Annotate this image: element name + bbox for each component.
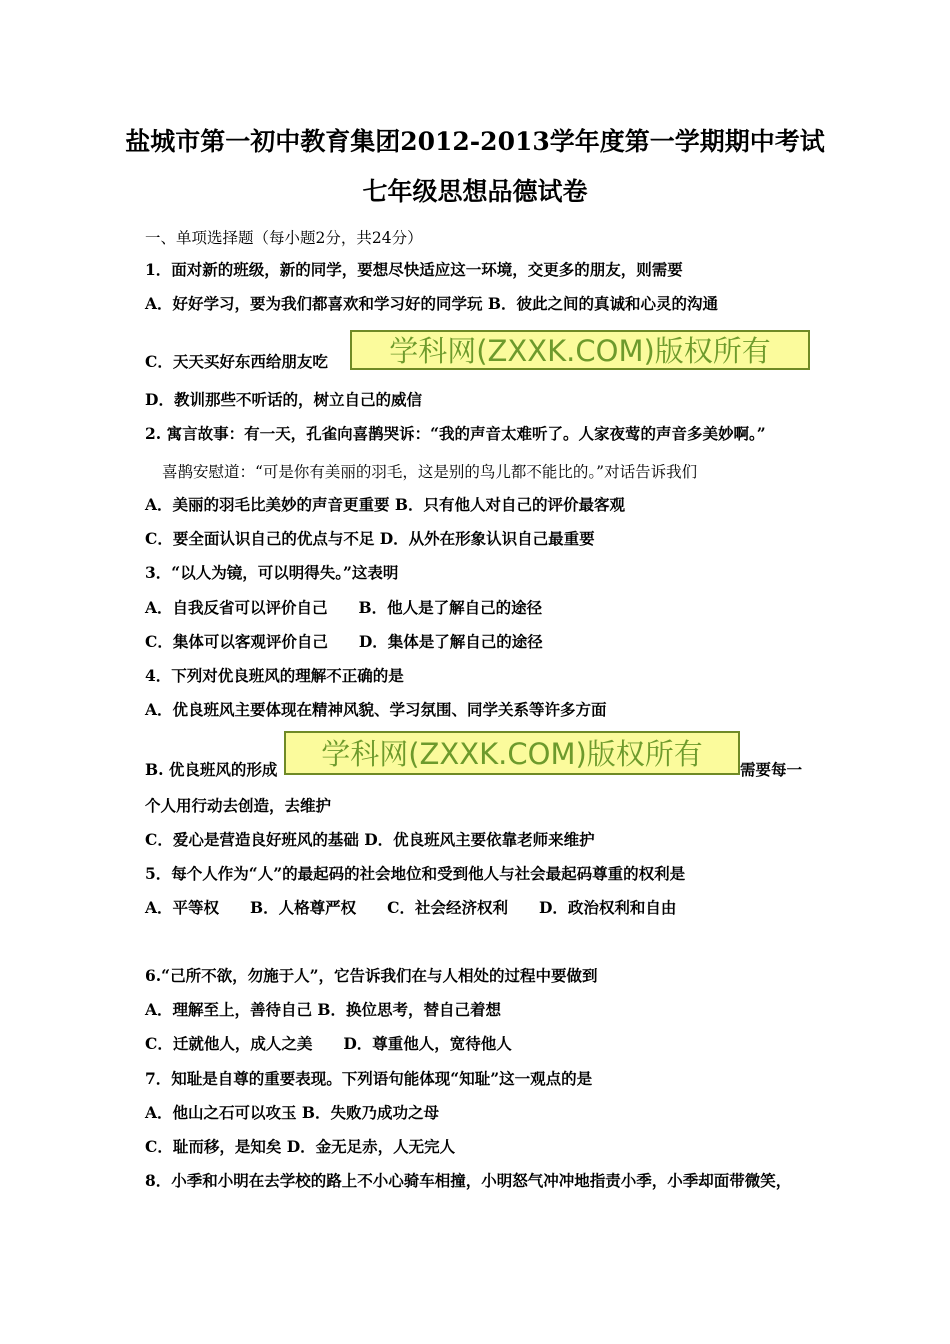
question-1-option-c: C．天天买好东西给朋友吃 [145,352,328,371]
question-2-options-ab: A．美丽的羽毛比美妙的声音更重要 B．只有他人对自己的评价最客观 [145,495,626,514]
question-4-option-b: B. 优良班风的形成 [145,760,278,779]
question-6-options-ab: A．理解至上，善待自己 B．换位思考，替自己着想 [145,1000,502,1019]
question-6-stem: 6.“己所不欲，勿施于人”，它告诉我们在与人相处的过程中要做到 [145,966,598,985]
question-1-options-ab: A．好好学习，要为我们都喜欢和学习好的同学玩 B．彼此之间的真诚和心灵的沟通 [145,294,719,313]
watermark-banner: 学科网(ZXXK.COM)版权所有 [284,731,740,775]
question-1-stem: 1．面对新的班级，新的同学，要想尽快适应这一环境，交更多的朋友，则需要 [145,260,683,279]
section-heading: 一、单项选择题（每小题2分，共24分） [145,229,423,247]
watermark-banner: 学科网(ZXXK.COM)版权所有 [350,330,810,370]
question-2-stem: 2. 寓言故事：有一天，孔雀向喜鹊哭诉：“我的声音太难听了。人家夜莺的声音多美妙啊。” [145,424,766,443]
question-2-options-cd: C．要全面认识自己的优点与不足 D．从外在形象认识自己最重要 [145,529,595,548]
question-1-option-d: D．教训那些不听话的，树立自己的威信 [145,390,422,409]
question-4-options-cd: C．爱心是营造良好班风的基础 D．优良班风主要依靠老师来维护 [145,830,595,849]
question-8-stem: 8．小季和小明在去学校的路上不小心骑车相撞，小明怒气冲冲地指责小季，小季却面带微笑， [145,1171,792,1190]
question-4-option-b-end: 需要每一 [740,760,803,779]
question-4-stem: 4．下列对优良班风的理解不正确的是 [145,666,404,685]
question-4-option-b-cont: 个人用行动去创造，去维护 [145,796,332,815]
question-4-option-a: A．优良班风主要体现在精神风貌、学习氛围、同学关系等许多方面 [145,700,607,719]
question-5-stem: 5．每个人作为“人”的最起码的社会地位和受到他人与社会最起码尊重的权利是 [145,864,686,883]
question-7-options-ab: A．他山之石可以攻玉 B．失败乃成功之母 [145,1103,440,1122]
question-7-stem: 7．知耻是自尊的重要表现。下列语句能体现“知耻”这一观点的是 [145,1069,593,1088]
question-3-options-cd: C．集体可以客观评价自己 D．集体是了解自己的途径 [145,632,543,651]
question-2-stem-cont: 喜鹊安慰道：“可是你有美丽的羽毛，这是别的鸟儿都不能比的。”对话告诉我们 [162,463,698,481]
question-3-options-ab: A．自我反省可以评价自己 B．他人是了解自己的途径 [145,598,543,617]
page-subtitle: 七年级思想品德试卷 [362,177,588,206]
question-5-options: A．平等权 B．人格尊严权 C．社会经济权利 D．政治权利和自由 [145,898,677,917]
question-6-options-cd: C．迁就他人，成人之美 D．尊重他人，宽待他人 [145,1034,512,1053]
question-7-options-cd: C．耻而移，是知矣 D．金无足赤，人无完人 [145,1137,456,1156]
page-title: 盐城市第一初中教育集团2012-2013学年度第一学期期中考试 [125,127,825,156]
question-3-stem: 3．“以人为镜，可以明得失。”这表明 [145,563,399,582]
